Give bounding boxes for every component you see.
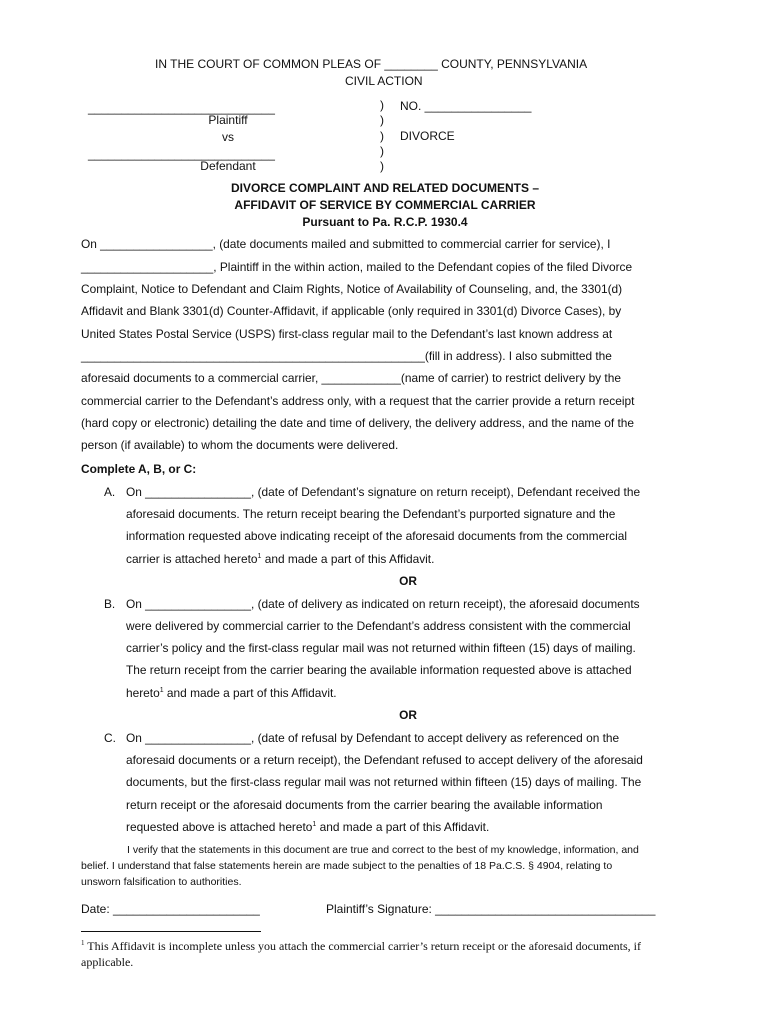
caption-paren: ) bbox=[380, 113, 384, 127]
footnote-text-2: applicable. bbox=[81, 955, 134, 969]
court-heading: IN THE COURT OF COMMON PLEAS OF ________ COUNTY, PENNSYLVANIA bbox=[155, 57, 588, 71]
body-line: ____________________, Plaintiff in the within action, mailed to the Defendant copies of the filed Divorce bbox=[81, 260, 633, 274]
option-c-letter: C. bbox=[104, 731, 116, 745]
verification-line: unsworn falsification to authorities. bbox=[81, 876, 242, 888]
verification-line: belief. I understand that false statements herein are made subject to the penalties of 18 Pa.C.S. § 4904, relating to bbox=[81, 860, 613, 872]
body-line: Affidavit and Blank 3301(d) Counter-Affidavit, if applicable (only required in 3301(d) Divorce Cases), by bbox=[81, 304, 622, 318]
option-a-line: information requested above indicating receipt of the aforesaid documents from the commercial bbox=[126, 529, 627, 543]
verification-line: I verify that the statements in this document are true and correct to the best of my knowledge, information, and bbox=[127, 844, 639, 856]
option-b-line: On ________________, (date of delivery as indicated on return receipt), the aforesaid documents bbox=[126, 597, 640, 611]
body-line: (hard copy or electronic) detailing the date and time of delivery, the delivery address, and the name of the bbox=[81, 416, 635, 430]
option-b-line: carrier’s policy and the first-class regular mail was not returned within fifteen (15) days of mailing. bbox=[126, 641, 636, 655]
case-number-field[interactable]: NO. ________________ bbox=[400, 99, 532, 113]
vs-label: vs bbox=[222, 130, 234, 144]
option-b-line: were delivered by commercial carrier to the Defendant’s address consistent with the commercial bbox=[126, 619, 631, 633]
title-line-1: DIVORCE COMPLAINT AND RELATED DOCUMENTS – bbox=[230, 181, 539, 195]
defendant-label: Defendant bbox=[200, 159, 256, 173]
option-c-line: On ________________, (date of refusal by Defendant to accept delivery as referenced on the bbox=[126, 731, 620, 745]
option-a-last-line: carrier is attached hereto$^1$ and made a part of this Affidavit. bbox=[126, 552, 435, 566]
body-line: Complaint, Notice to Defendant and Claim Rights, Notice of Availability of Counseling, and, the 3301(d) bbox=[81, 282, 623, 296]
option-c-line: documents, but the first-class regular mail was not returned within fifteen (15) days of mailing. The bbox=[126, 775, 642, 789]
title-line-3: Pursuant to Pa. R.C.P. 1930.4 bbox=[302, 215, 468, 229]
body-line: ____________________________________________________(fill in address). I also submitted the bbox=[81, 349, 612, 363]
caption-paren: ) bbox=[380, 144, 384, 158]
title-line-2: AFFIDAVIT OF SERVICE BY COMMERCIAL CARRIER bbox=[234, 198, 536, 212]
option-b-last-line: hereto$^1$ and made a part of this Affidavit. bbox=[126, 686, 337, 700]
body-line: commercial carrier to the Defendant’s address only, with a request that the carrier provide a return receipt bbox=[81, 394, 635, 408]
option-c-last-line: requested above is attached hereto$^1$ and made a part of this Affidavit. bbox=[126, 820, 490, 834]
case-type: DIVORCE bbox=[400, 129, 455, 143]
plaintiff-label: Plaintiff bbox=[208, 113, 248, 127]
civil-action-label: CIVIL ACTION bbox=[345, 74, 423, 88]
option-b-line: The return receipt from the carrier bearing the available information requested above is attached bbox=[126, 663, 632, 677]
footnote-text: $^1$ This Affidavit is incomplete unless you attach the commercial carrier’s return receipt or the aforesaid documents, if bbox=[81, 939, 641, 953]
option-a-letter: A. bbox=[104, 485, 116, 499]
footnote-divider bbox=[81, 931, 261, 932]
option-b-letter: B. bbox=[104, 597, 116, 611]
date-field[interactable]: Date: ______________________ bbox=[81, 902, 260, 916]
option-c-line: aforesaid documents or a return receipt), the Defendant refused to accept delivery of the aforesaid bbox=[126, 753, 643, 767]
footnote-ref: 1 bbox=[257, 553, 262, 560]
plaintiff-signature-field[interactable]: Plaintiff’s Signature: _________________________________ bbox=[326, 902, 656, 916]
or-separator: OR bbox=[399, 574, 417, 588]
caption-paren: ) bbox=[380, 159, 384, 173]
caption-paren: ) bbox=[380, 98, 384, 112]
caption-paren: ) bbox=[380, 129, 384, 143]
defendant-blank[interactable]: ____________________________ bbox=[88, 147, 275, 161]
plaintiff-blank[interactable]: ____________________________ bbox=[88, 101, 275, 115]
body-line: person (if available) to whom the documents were delivered. bbox=[81, 438, 399, 452]
body-line: On _________________, (date documents mailed and submitted to commercial carrier for service), I bbox=[81, 237, 611, 251]
footnote-ref: 1 bbox=[312, 821, 317, 828]
body-line: aforesaid documents to a commercial carrier, ____________(name of carrier) to restrict delivery by the bbox=[81, 371, 621, 385]
option-c-line: return receipt or the aforesaid documents from the carrier bearing the available information bbox=[126, 798, 603, 812]
body-line: United States Postal Service (USPS) first-class regular mail to the Defendant’s last known address at bbox=[81, 327, 613, 341]
footnote-number: 1 bbox=[81, 939, 85, 947]
footnote-ref: 1 bbox=[159, 687, 164, 694]
or-separator: OR bbox=[399, 708, 417, 722]
option-a-line: On ________________, (date of Defendant’s signature on return receipt), Defendant received the bbox=[126, 485, 641, 499]
option-a-line: aforesaid documents. The return receipt bearing the Defendant’s purported signature and the bbox=[126, 507, 616, 521]
complete-heading: Complete A, B, or C: bbox=[81, 462, 197, 476]
